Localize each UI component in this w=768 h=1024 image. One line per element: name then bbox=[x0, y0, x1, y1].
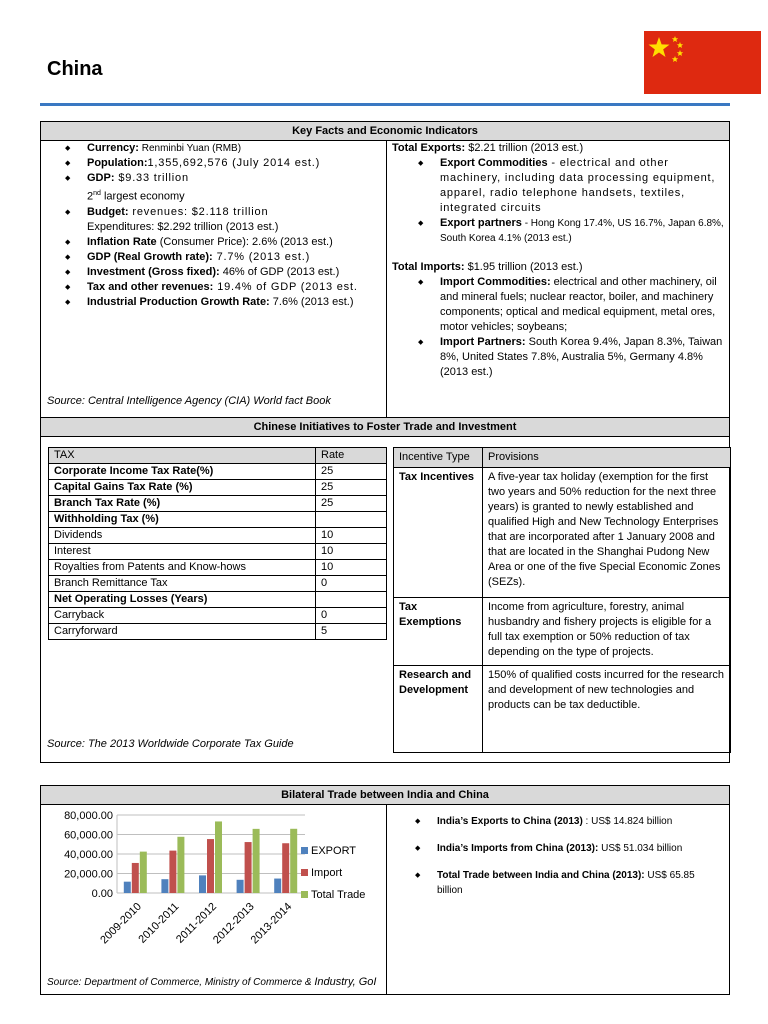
incentive-type: Tax Exemptions bbox=[394, 598, 483, 666]
fact-gdp: ◆ GDP: $9.33 trillion 2nd largest economy bbox=[41, 171, 386, 205]
legend-swatch bbox=[301, 869, 308, 876]
tax-row bbox=[49, 544, 387, 560]
tax-row bbox=[49, 624, 387, 640]
legend-label: Total Trade bbox=[311, 889, 366, 901]
export-partners: ◆ Export partners - Hong Kong 17.4%, US 16.7%, Japan 6.8%, South Korea 4.1% (2013 est.) bbox=[392, 216, 725, 246]
bilateral-section bbox=[40, 785, 730, 995]
bar-import bbox=[282, 843, 289, 893]
bar-export bbox=[124, 882, 131, 893]
tax-row-rate: 10 bbox=[316, 560, 387, 576]
legend-label: EXPORT bbox=[311, 845, 357, 857]
incentive-provision: 150% of qualified costs incurred for the research and development of new technologies and products can be tax deductible. bbox=[483, 666, 731, 753]
tax-row-name: Royalties from Patents and Know-hows bbox=[49, 560, 316, 576]
imports-list bbox=[392, 275, 725, 380]
key-facts-section bbox=[40, 121, 730, 418]
legend-label: Import bbox=[311, 867, 343, 879]
fact-india-imports: ◆ India’s Imports from China (2013): US$ 51.034 billion bbox=[391, 841, 721, 856]
y-tick-label: 0.00 bbox=[91, 888, 113, 900]
bar-export bbox=[237, 880, 244, 893]
incentive-header-row bbox=[394, 448, 731, 468]
tax-header-row bbox=[49, 448, 387, 464]
incentive-header-type: Incentive Type bbox=[394, 448, 483, 468]
incentive-table bbox=[393, 447, 731, 753]
tax-row-rate bbox=[316, 592, 387, 608]
tax-row bbox=[49, 608, 387, 624]
x-tick-label: 2013-2014 bbox=[248, 900, 295, 947]
header-rule bbox=[40, 103, 730, 106]
key-facts-left bbox=[41, 141, 386, 310]
fact-currency: ◆ Currency: Renminbi Yuan (RMB) bbox=[41, 141, 386, 156]
tax-header-rate: Rate bbox=[316, 448, 387, 464]
fact-tax-revenues: ◆ Tax and other revenues: 19.4% of GDP (2013 est. bbox=[41, 280, 386, 295]
bar-total-trade bbox=[290, 829, 297, 893]
initiatives-section bbox=[40, 417, 730, 763]
y-tick-label: 60,000.00 bbox=[64, 829, 113, 842]
fact-gdp-growth: ◆ GDP (Real Growth rate): 7.7% (2013 est.) bbox=[41, 250, 386, 265]
fact-population: ◆ Population:1,355,692,576 (July 2014 est.) bbox=[41, 156, 386, 171]
tax-row-name: Interest bbox=[49, 544, 316, 560]
bar-import bbox=[207, 839, 214, 893]
tax-row-name: Capital Gains Tax Rate (%) bbox=[49, 480, 316, 496]
incentive-row bbox=[394, 468, 731, 598]
fact-budget: ◆ Budget: revenues: $2.118 trillion Expenditures: $2.292 trillion (2013 est.) bbox=[41, 205, 386, 235]
tax-header-name: TAX bbox=[49, 448, 316, 464]
fact-industrial-growth: ◆ Industrial Production Growth Rate: 7.6% (2013 est.) bbox=[41, 295, 386, 310]
tax-row bbox=[49, 512, 387, 528]
flag-stars-icon bbox=[644, 31, 761, 94]
export-commodities: ◆ Export Commodities - electrical and other machinery, including data processing equipment, apparel, radio telephone handsets, textiles, integrated circuits bbox=[392, 156, 725, 216]
tax-row-name: Carryback bbox=[49, 608, 316, 624]
x-tick-label: 2009-2010 bbox=[98, 900, 144, 947]
key-facts-list bbox=[41, 141, 386, 310]
tax-row bbox=[49, 560, 387, 576]
initiatives-heading: Chinese Initiatives to Foster Trade and Investment bbox=[41, 418, 729, 437]
china-flag bbox=[644, 31, 761, 94]
tax-row-name: Corporate Income Tax Rate(%) bbox=[49, 464, 316, 480]
bilateral-heading: Bilateral Trade between India and China bbox=[41, 786, 729, 805]
tax-row bbox=[49, 496, 387, 512]
tax-row-rate: 10 bbox=[316, 528, 387, 544]
incentive-row bbox=[394, 666, 731, 753]
tax-row-rate: 25 bbox=[316, 464, 387, 480]
y-tick-label: 20,000.00 bbox=[64, 868, 113, 881]
tax-row-name: Net Operating Losses (Years) bbox=[49, 592, 316, 608]
bilateral-source: Source: Department of Commerce, Ministry of Commerce & Industry, GoI bbox=[47, 976, 377, 988]
bar-import bbox=[132, 863, 139, 893]
incentive-header-provisions: Provisions bbox=[483, 448, 731, 468]
trade-chart bbox=[45, 806, 383, 974]
bilateral-divider bbox=[386, 804, 387, 994]
y-tick-label: 40,000.00 bbox=[64, 849, 113, 861]
incentive-type: Tax Incentives bbox=[394, 468, 483, 598]
bar-export bbox=[161, 879, 168, 893]
incentive-provision: A five-year tax holiday (exemption for the first two years and 50% reduction for the next three years) is granted to newly established and qualified High and New Technology Enterprises that are incorporated after 1 January 2008 and that are located in the Shanghai Pudong New Area or one of the five Special Economic Zones (SEZs). bbox=[483, 468, 731, 598]
tax-row-name: Withholding Tax (%) bbox=[49, 512, 316, 528]
tax-row-rate bbox=[316, 512, 387, 528]
key-facts-right bbox=[392, 141, 725, 380]
x-tick-label: 2012-2013 bbox=[211, 900, 257, 947]
page-title: China bbox=[47, 58, 103, 80]
tax-row bbox=[49, 592, 387, 608]
incentive-row bbox=[394, 598, 731, 666]
y-tick-label: 80,000.00 bbox=[64, 810, 113, 822]
tax-row-rate: 25 bbox=[316, 496, 387, 512]
tax-row-rate: 25 bbox=[316, 480, 387, 496]
import-commodities: ◆ Import Commodities: electrical and other machinery, oil and mineral fuels; nuclear reactor, boiler, and machinery components; optical and medical equipment, metal ores, motor vehicles; soybeans; bbox=[392, 275, 725, 335]
bar-total-trade bbox=[177, 837, 184, 893]
bar-import bbox=[245, 842, 252, 893]
bar-export bbox=[199, 875, 206, 893]
bar-total-trade bbox=[253, 829, 260, 893]
tax-row-rate: 10 bbox=[316, 544, 387, 560]
incentive-provision: Income from agriculture, forestry, animal husbandry and fishery projects is eligible for a full tax exemption or 50% reduction of tax depending on the type of projects. bbox=[483, 598, 731, 666]
key-facts-divider bbox=[386, 140, 387, 417]
key-facts-heading: Key Facts and Economic Indicators bbox=[41, 122, 729, 141]
tax-row-name: Dividends bbox=[49, 528, 316, 544]
total-exports: Total Exports: $2.21 trillion (2013 est.) bbox=[392, 142, 584, 154]
bar-export bbox=[274, 879, 281, 893]
fact-india-exports: ◆ India’s Exports to China (2013) : US$ 14.824 billion bbox=[391, 814, 721, 829]
tax-table bbox=[48, 447, 387, 640]
fact-total-trade: ◆ Total Trade between India and China (2013): US$ 65.85 billion bbox=[391, 868, 721, 898]
tax-row bbox=[49, 464, 387, 480]
tax-row bbox=[49, 576, 387, 592]
tax-row-rate: 5 bbox=[316, 624, 387, 640]
x-tick-label: 2010-2011 bbox=[136, 900, 182, 946]
fact-investment: ◆ Investment (Gross fixed): 46% of GDP (2013 est.) bbox=[41, 265, 386, 280]
exports-list bbox=[392, 156, 725, 246]
key-facts-source: Source: Central Intelligence Agency (CIA) World fact Book bbox=[47, 395, 331, 407]
tax-row-name: Branch Remittance Tax bbox=[49, 576, 316, 592]
tax-row bbox=[49, 480, 387, 496]
bilateral-facts bbox=[391, 814, 721, 898]
tax-row-name: Carryforward bbox=[49, 624, 316, 640]
legend-swatch bbox=[301, 891, 308, 898]
bar-total-trade bbox=[140, 852, 147, 893]
initiatives-source: Source: The 2013 Worldwide Corporate Tax Guide bbox=[47, 738, 294, 750]
tax-row-rate: 0 bbox=[316, 608, 387, 624]
total-imports: Total Imports: $1.95 trillion (2013 est.) bbox=[392, 261, 583, 273]
tax-row-rate: 0 bbox=[316, 576, 387, 592]
incentive-type: Research and Development bbox=[394, 666, 483, 753]
tax-row-name: Branch Tax Rate (%) bbox=[49, 496, 316, 512]
x-tick-label: 2011-2012 bbox=[174, 900, 220, 946]
bar-import bbox=[169, 851, 176, 893]
tax-row bbox=[49, 528, 387, 544]
import-partners: ◆ Import Partners: South Korea 9.4%, Japan 8.3%, Taiwan 8%, United States 7.8%, Australia 5%, Germany 4.8% (2013 est.) bbox=[392, 335, 725, 380]
fact-inflation: ◆ Inflation Rate (Consumer Price): 2.6% (2013 est.) bbox=[41, 235, 386, 250]
legend-swatch bbox=[301, 847, 308, 854]
bar-total-trade bbox=[215, 821, 222, 893]
